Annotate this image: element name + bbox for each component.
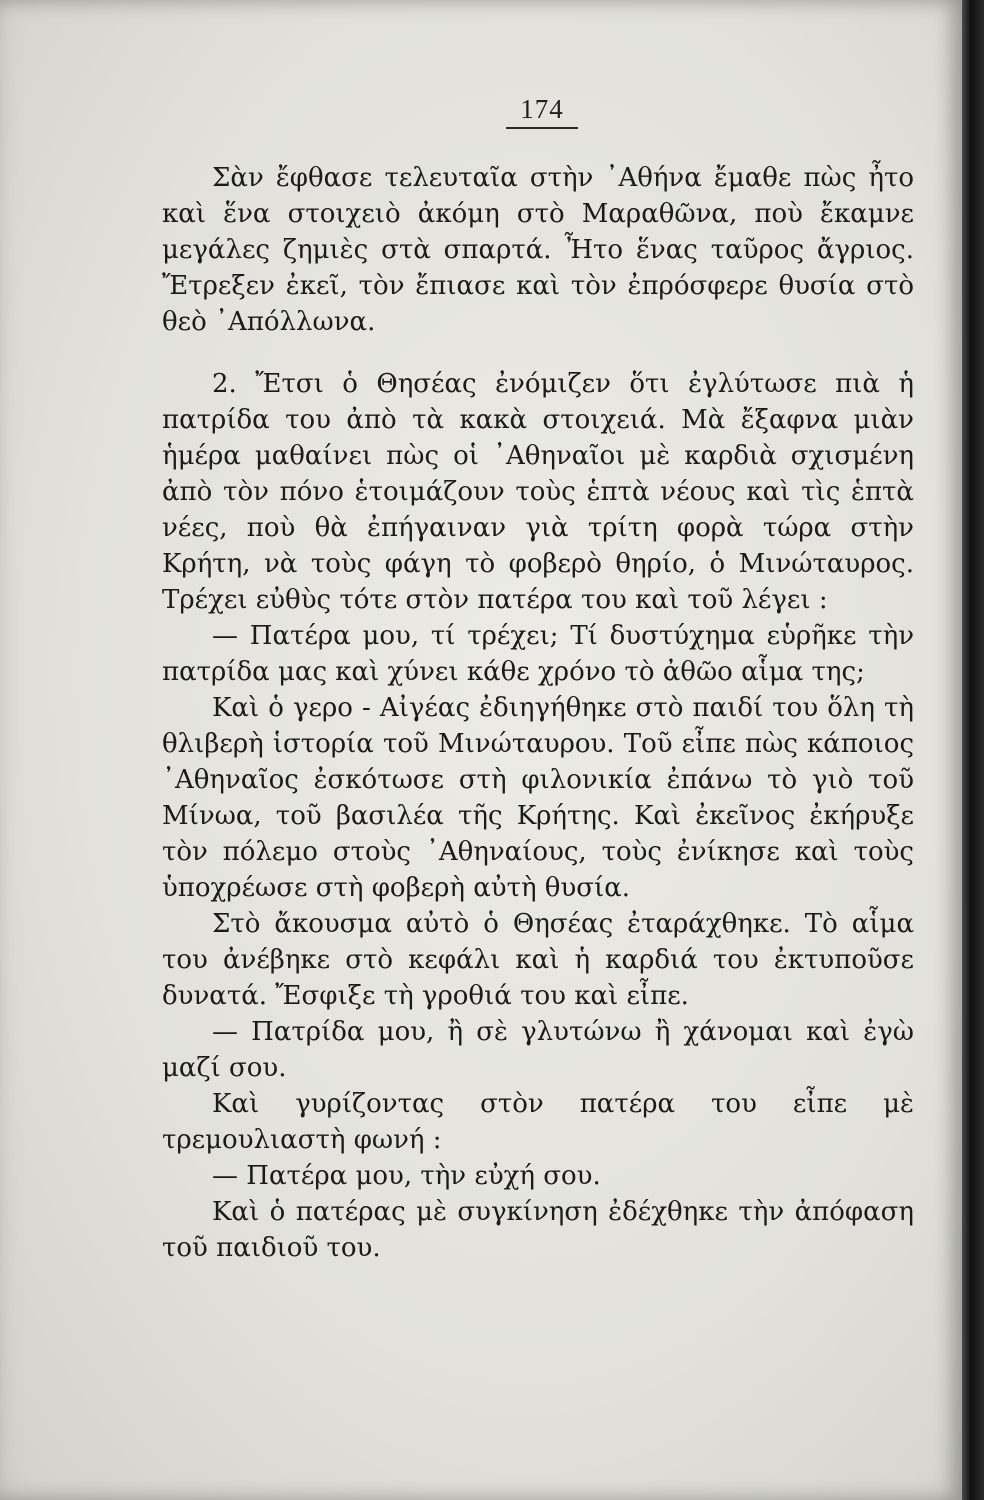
paragraph-turning-to-father: Καὶ γυρίζοντας στὸν πατέρα του εἶπε μὲ τρεμουλιαστὴ φωνή : [162,1089,914,1155]
dialogue-theseus-question: — Πατέρα μου, τί τρέχει; Τί δυστύχημα εὑρῆκε τὴν πατρίδα μας καὶ χύνει κάθε χρόνο τὸ ἀθῶο αἷμα της; [162,621,914,687]
paragraph-marathon-bull: Σὰν ἔφθασε τελευταῖα στὴν ᾿Αθήνα ἔμαθε πὼς ἦτο καὶ ἕνα στοιχειὸ ἀκόμη στὸ Μαραθῶνα, ποὺ ἔκαμνε μεγάλες ζημιὲς στὰ σπαρτά. Ἦτο ἕνας ταῦρος ἄγριος. Ἔτρεξεν ἐκεῖ, τὸν ἔπιασε καὶ τὸν ἐπρόσφερε θυσία στὸ θεὸ ᾿Απόλλωνα. [162,163,914,337]
page-number-rule [506,127,578,129]
paragraph-father-accepts: Καὶ ὁ πατέρας μὲ συγκίνηση ἐδέχθηκε τὴν ἀπόφαση τοῦ παιδιοῦ του. [162,1197,914,1263]
page-header [504,92,580,129]
paragraph-theseus-reaction: Στὸ ἄκουσμα αὐτὸ ὁ Θησέας ἐταράχθηκε. Τὸ αἷμα του ἀνέβηκε στὸ κεφάλι καὶ ἡ καρδιά του ἐκτυποῦσε δυνατά. Ἔσφιξε τὴ γροθιά του καὶ εἶπε. [162,909,914,1011]
paragraph-aegeus-story: Καὶ ὁ γερο - Αἰγέας ἐδιηγήθηκε στὸ παιδί του ὅλη τὴ θλιβερὴ ἱστορία τοῦ Μινώταυρου. Τοῦ εἶπε πὼς κάποιος ᾿Αθηναῖος ἐσκότωσε στὴ φιλονικία ἐπάνω τὸ γιὸ τοῦ Μίνωα, τοῦ βασιλέα τῆς Κρήτης. Καὶ ἐκεῖνος ἐκήρυξε τὸν πόλεμο στοὺς ᾿Αθηναίους, τοὺς ἐνίκησε καὶ τοὺς ὑποχρέωσε στὴ φοβερὴ αὐτὴ θυσία. [162,693,914,903]
dialogue-blessing-request: — Πατέρα μου, τὴν εὐχή σου. [212,1161,601,1191]
book-spine-edge [962,0,984,1500]
body-text [162,160,914,1266]
page-number: 174 [520,94,564,124]
dialogue-theseus-vow: — Πατρίδα μου, ἢ σὲ γλυτώνω ἢ χάνομαι καὶ ἐγὼ μαζί σου. [162,1017,914,1083]
paragraph-minotaur-news: 2. Ἔτσι ὁ Θησέας ἐνόμιζεν ὅτι ἐγλύτωσε πιὰ ἡ πατρίδα του ἀπὸ τὰ κακὰ στοιχειά. Μὰ ἔξαφνα μιὰν ἡμέρα μαθαίνει πὼς οἱ ᾿Αθηναῖοι μὲ καρδιὰ σχισμένη ἀπὸ τὸν πόνο ἑτοιμάζουν τοὺς ἑπτὰ νέους καὶ τὶς ἑπτὰ νέες, ποὺ θὰ ἐπήγαιναν γιὰ τρίτη φορὰ τώρα στὴν Κρήτη, νὰ τοὺς φάγη τὸ φοβερὸ θηρίο, ὁ Μινώταυρος. Τρέχει εὐθὺς τότε στὸν πατέρα του καὶ τοῦ λέγει : [162,369,914,615]
